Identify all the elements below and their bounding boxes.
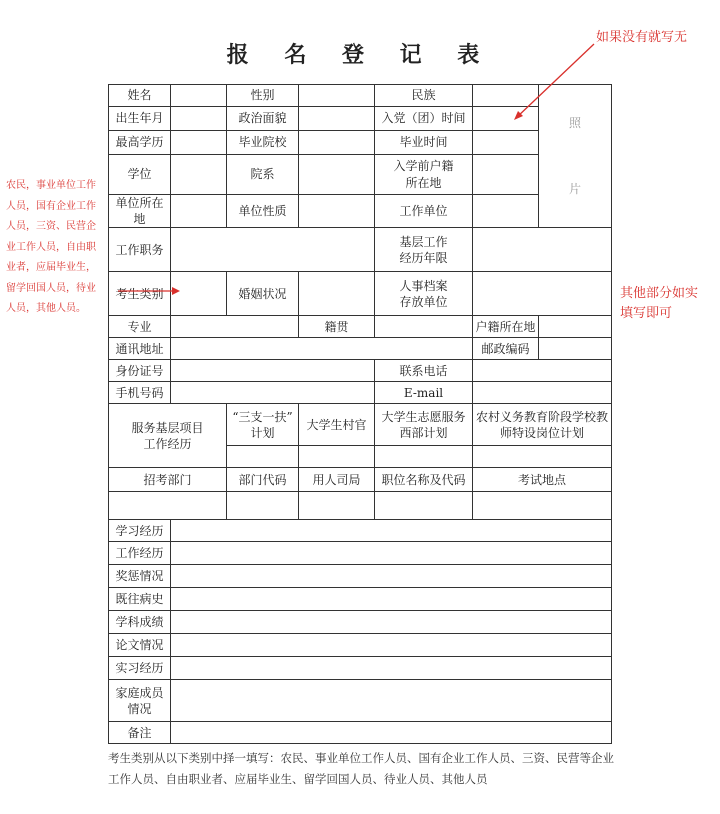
label-study: 学习经历 — [109, 520, 171, 542]
label-teacher-line1: 农村义务教育阶段学校教 — [475, 409, 608, 424]
label-political: 政治面貌 — [227, 107, 299, 131]
annotation-right-line: 填写即可 — [620, 306, 673, 322]
label-service-line2: 工作经历 — [143, 436, 192, 451]
photo-char-1: 照 — [568, 116, 581, 130]
label-party-join: 入党（团）时间 — [375, 107, 473, 131]
label-candidate-type: 考生类别 — [109, 272, 171, 316]
label-work-exp: 工作经历 — [109, 542, 171, 565]
label-work-nature: 单位性质 — [227, 195, 299, 228]
label-dept-apply: 招考部门 — [109, 468, 227, 492]
label-birth: 出生年月 — [109, 107, 171, 131]
label-volunteer-line2: 西部计划 — [399, 425, 448, 440]
annotation-left-line: 业者，应届毕业生， — [6, 262, 96, 273]
label-work-loc: 单位所在地 — [109, 195, 171, 228]
label-thesis: 论文情况 — [109, 634, 171, 657]
footnote: 考生类别从以下类别中择一填写：农民、事业单位工作人员、国有企业工作人员、三资、民营等企业工作人员、自由职业者、应届毕业生、留学回国人员、待业人员、其他人员 — [108, 751, 614, 786]
annotation-right-line: 其他部分如实 — [620, 286, 699, 301]
arrow-left-head — [172, 287, 180, 295]
label-grades: 学科成绩 — [109, 611, 171, 634]
annotation-left-line: 人员，三资、民营企 — [6, 221, 96, 232]
arrow-top-line — [516, 44, 594, 118]
label-school: 毕业院校 — [227, 131, 299, 155]
label-department: 院系 — [227, 155, 299, 195]
label-degree: 学位 — [109, 155, 171, 195]
label-volunteer-line1: 大学生志愿服务 — [381, 409, 466, 424]
label-major: 专业 — [109, 316, 171, 338]
label-grassroots-line2: 经历年限 — [399, 250, 448, 265]
label-email: E-mail — [375, 382, 473, 404]
label-marital: 婚姻状况 — [227, 272, 299, 316]
label-archive-line1: 人事档案 — [399, 278, 448, 293]
annotation-left-line: 人员，国有企业工作 — [6, 200, 96, 212]
label-postcode: 邮政编码 — [473, 338, 539, 360]
label-name: 姓名 — [109, 85, 171, 107]
label-hukou-place: 户籍所在地 — [473, 316, 539, 338]
label-service-line1: 服务基层项目 — [131, 420, 204, 435]
label-phone: 联系电话 — [375, 360, 473, 382]
label-employer: 用人司局 — [299, 468, 375, 492]
label-position: 职位名称及代码 — [375, 468, 473, 492]
label-village: 大学生村官 — [299, 404, 375, 446]
form-title: 报 名 登 记 表 — [226, 42, 494, 68]
label-remarks: 备注 — [109, 722, 171, 744]
label-ethnicity: 民族 — [375, 85, 473, 107]
label-address: 通讯地址 — [109, 338, 171, 360]
annotation-left-line: 农民，事业单位工作 — [6, 180, 96, 191]
label-education: 最高学历 — [109, 131, 171, 155]
annotation-left-line: 人员，其他人员。 — [6, 303, 86, 314]
label-mobile: 手机号码 — [109, 382, 171, 404]
label-sanzhi-line2: 计划 — [250, 425, 275, 440]
label-rewards: 奖惩情况 — [109, 565, 171, 588]
label-work-unit: 工作单位 — [375, 195, 473, 228]
annotation-left-line: 业工作人员，自由职 — [6, 241, 96, 253]
label-hukou-line1: 入学前户籍 — [393, 159, 454, 174]
label-gender: 性别 — [227, 85, 299, 107]
label-exam-loc: 考试地点 — [473, 468, 612, 492]
annotation-left-line: 留学回国人员，待业 — [6, 282, 96, 294]
label-sanzhi-line1: “三支一扶” — [232, 409, 293, 424]
label-hukou-line2: 所在地 — [405, 175, 442, 190]
label-family-line1: 家庭成员 — [115, 685, 164, 700]
label-id-number: 身份证号 — [109, 360, 171, 382]
label-archive-line2: 存放单位 — [399, 294, 448, 309]
label-dept-code: 部门代码 — [227, 468, 299, 492]
annotation-top: 如果没有就写无 — [596, 30, 688, 45]
label-internship: 实习经历 — [109, 657, 171, 680]
label-job-title: 工作职务 — [109, 228, 171, 272]
label-grassroots-line1: 基层工作 — [399, 234, 448, 249]
label-family-line2: 情况 — [127, 701, 152, 716]
label-illness: 既往病史 — [109, 588, 171, 611]
photo-char-2: 片 — [568, 182, 581, 197]
label-grad-time: 毕业时间 — [375, 131, 473, 155]
label-native: 籍贯 — [299, 316, 375, 338]
label-teacher-line2: 师特设岗位计划 — [499, 425, 584, 440]
